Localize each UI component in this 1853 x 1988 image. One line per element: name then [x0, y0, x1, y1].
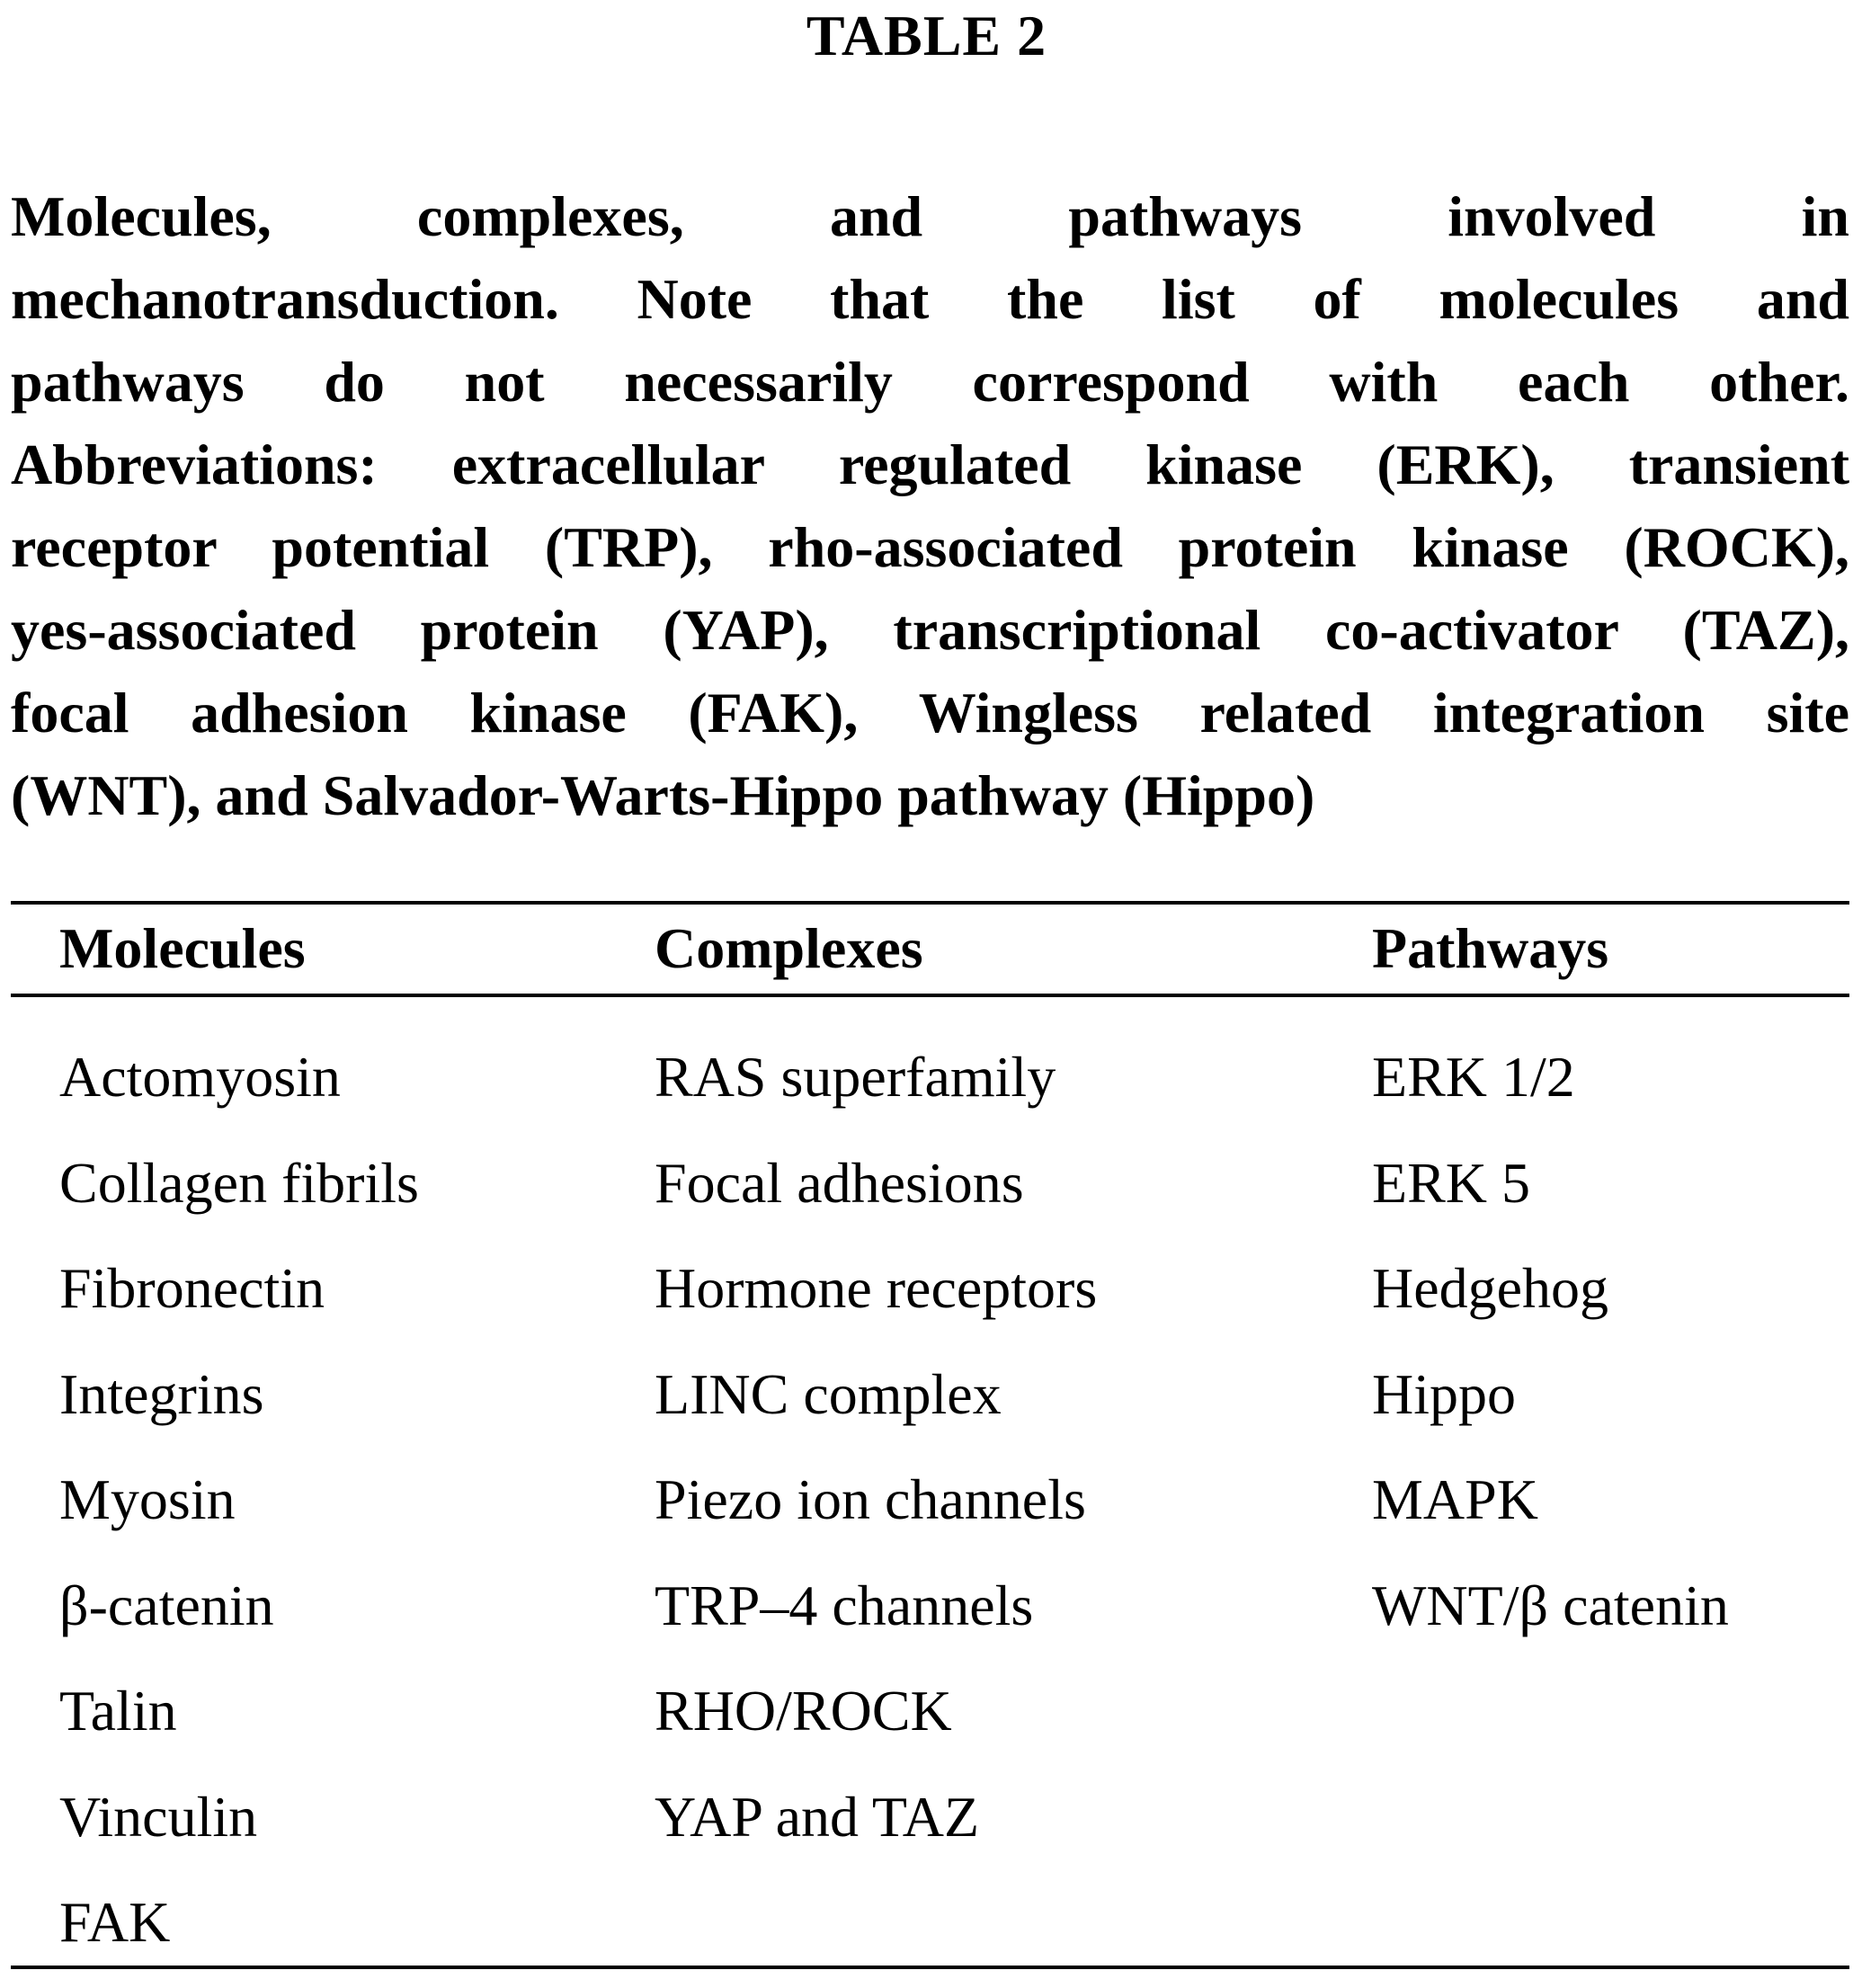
- cell-pathway: MAPK: [1372, 1467, 1538, 1531]
- cell-molecule: Fibronectin: [59, 1256, 325, 1320]
- cell-molecule: β-catenin: [59, 1573, 274, 1637]
- table-row: [0, 1777, 1853, 1883]
- table-row: [0, 1143, 1853, 1249]
- header-complexes: Complexes: [655, 916, 923, 980]
- cell-pathway: Hippo: [1372, 1361, 1516, 1426]
- cell-complex: YAP and TAZ: [655, 1784, 980, 1849]
- caption-line: Abbreviations: extracellular regulated kinase (ERK), transient: [11, 432, 1849, 496]
- cell-complex: Piezo ion channels: [655, 1467, 1086, 1531]
- table-header-rule: [11, 994, 1849, 997]
- cell-molecule: Actomyosin: [59, 1045, 341, 1109]
- table-row: [0, 1671, 1853, 1777]
- table-bottom-rule: [11, 1966, 1849, 1969]
- caption-line: focal adhesion kinase (FAK), Wingless related integration site: [11, 681, 1849, 744]
- table-caption: [11, 175, 1849, 837]
- cell-molecule: Vinculin: [59, 1784, 258, 1849]
- cell-molecule: Myosin: [59, 1467, 236, 1531]
- caption-line: pathways do not necessarily correspond with each other.: [11, 350, 1849, 414]
- cell-complex: LINC complex: [655, 1361, 1002, 1426]
- header-pathways: Pathways: [1372, 916, 1609, 980]
- cell-complex: RHO/ROCK: [655, 1679, 952, 1743]
- caption-line: Molecules, complexes, and pathways involved in: [11, 184, 1849, 248]
- cell-molecule: Integrins: [59, 1361, 264, 1426]
- table-row: [0, 1565, 1853, 1672]
- table-row: [0, 1248, 1853, 1354]
- cell-complex: RAS superfamily: [655, 1045, 1056, 1109]
- table-row: [0, 1459, 1853, 1565]
- table-top-rule: [11, 901, 1849, 905]
- table-row: [0, 1037, 1853, 1143]
- caption-line: receptor potential (TRP), rho-associated protein kinase (ROCK),: [11, 515, 1849, 579]
- cell-molecule: FAK: [59, 1890, 171, 1954]
- cell-complex: Hormone receptors: [655, 1256, 1098, 1320]
- cell-complex: Focal adhesions: [655, 1150, 1024, 1215]
- cell-complex: TRP–4 channels: [655, 1573, 1034, 1637]
- table-header-row: [0, 908, 1853, 989]
- cell-molecule: Talin: [59, 1679, 177, 1743]
- caption-line: yes-associated protein (YAP), transcriptional co-activator (TAZ),: [11, 598, 1849, 662]
- cell-pathway: ERK 5: [1372, 1150, 1530, 1215]
- cell-pathway: Hedgehog: [1372, 1256, 1609, 1320]
- table-title: TABLE 2: [806, 4, 1047, 67]
- table-body: [0, 1037, 1853, 1988]
- table-row: [0, 1882, 1853, 1988]
- caption-line: (WNT), and Salvador-Warts-Hippo pathway (Hippo): [11, 763, 1315, 827]
- caption-line: mechanotransduction. Note that the list of molecules and: [11, 267, 1849, 331]
- table-row: [0, 1354, 1853, 1460]
- cell-pathway: WNT/β catenin: [1372, 1573, 1729, 1637]
- cell-molecule: Collagen fibrils: [59, 1150, 419, 1215]
- header-molecules: Molecules: [59, 916, 306, 980]
- cell-pathway: ERK 1/2: [1372, 1045, 1575, 1109]
